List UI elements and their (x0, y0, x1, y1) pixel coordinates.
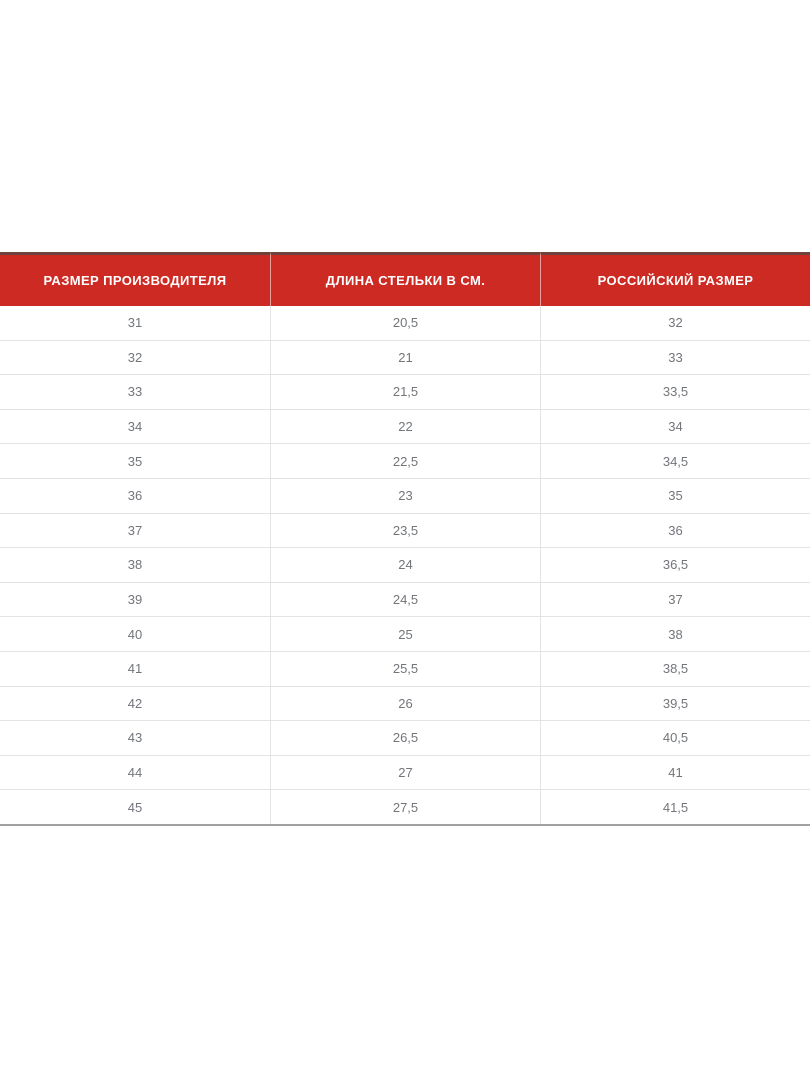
table-row (0, 583, 810, 618)
table-row (0, 375, 810, 410)
table-cell: 34 (540, 410, 810, 445)
table-row (0, 341, 810, 376)
table-cell: 38 (0, 548, 270, 583)
table-cell: 41,5 (540, 790, 810, 824)
table-cell: 33 (0, 375, 270, 410)
table-row (0, 548, 810, 583)
table-cell: 41 (0, 652, 270, 687)
header-row (0, 252, 810, 306)
column-header-manufacturer-size: РАЗМЕР ПРОИЗВОДИТЕЛЯ (0, 252, 270, 306)
table-cell: 41 (540, 756, 810, 791)
table-cell: 39,5 (540, 687, 810, 722)
table-cell: 21,5 (270, 375, 540, 410)
table-cell: 36,5 (540, 548, 810, 583)
table-cell: 31 (0, 306, 270, 341)
column-header-insole-length: ДЛИНА СТЕЛЬКИ В СМ. (270, 252, 540, 306)
table-row (0, 444, 810, 479)
table-row (0, 721, 810, 756)
table-cell: 36 (540, 514, 810, 549)
table-cell: 40,5 (540, 721, 810, 756)
table-cell: 26,5 (270, 721, 540, 756)
table-cell: 42 (0, 687, 270, 722)
table-cell: 22 (270, 410, 540, 445)
table-cell: 32 (0, 341, 270, 376)
table-body (0, 306, 810, 824)
table-cell: 27 (270, 756, 540, 791)
table-cell: 27,5 (270, 790, 540, 824)
table-cell: 20,5 (270, 306, 540, 341)
table-cell: 38,5 (540, 652, 810, 687)
table-cell: 22,5 (270, 444, 540, 479)
table-cell: 44 (0, 756, 270, 791)
table-cell: 23,5 (270, 514, 540, 549)
table-row (0, 479, 810, 514)
table-cell: 45 (0, 790, 270, 824)
table-row (0, 756, 810, 791)
column-header-russian-size: РОССИЙСКИЙ РАЗМЕР (540, 252, 810, 306)
table-cell: 38 (540, 617, 810, 652)
table-row (0, 306, 810, 341)
table-cell: 34 (0, 410, 270, 445)
table-cell: 37 (0, 514, 270, 549)
table-row (0, 410, 810, 445)
size-conversion-table (0, 252, 810, 826)
table-cell: 25,5 (270, 652, 540, 687)
table-cell: 34,5 (540, 444, 810, 479)
table-cell: 23 (270, 479, 540, 514)
table-cell: 37 (540, 583, 810, 618)
table-cell: 25 (270, 617, 540, 652)
table-row (0, 652, 810, 687)
table-header (0, 252, 810, 306)
table-cell: 33 (540, 341, 810, 376)
table-cell: 36 (0, 479, 270, 514)
table-cell: 26 (270, 687, 540, 722)
table-cell: 35 (0, 444, 270, 479)
table-row (0, 687, 810, 722)
table-cell: 43 (0, 721, 270, 756)
table-row (0, 514, 810, 549)
table-cell: 24,5 (270, 583, 540, 618)
table-cell: 21 (270, 341, 540, 376)
table-cell: 39 (0, 583, 270, 618)
table-cell: 33,5 (540, 375, 810, 410)
table-cell: 32 (540, 306, 810, 341)
table-cell: 40 (0, 617, 270, 652)
table-row (0, 790, 810, 824)
table-cell: 35 (540, 479, 810, 514)
table-cell: 24 (270, 548, 540, 583)
table-row (0, 617, 810, 652)
